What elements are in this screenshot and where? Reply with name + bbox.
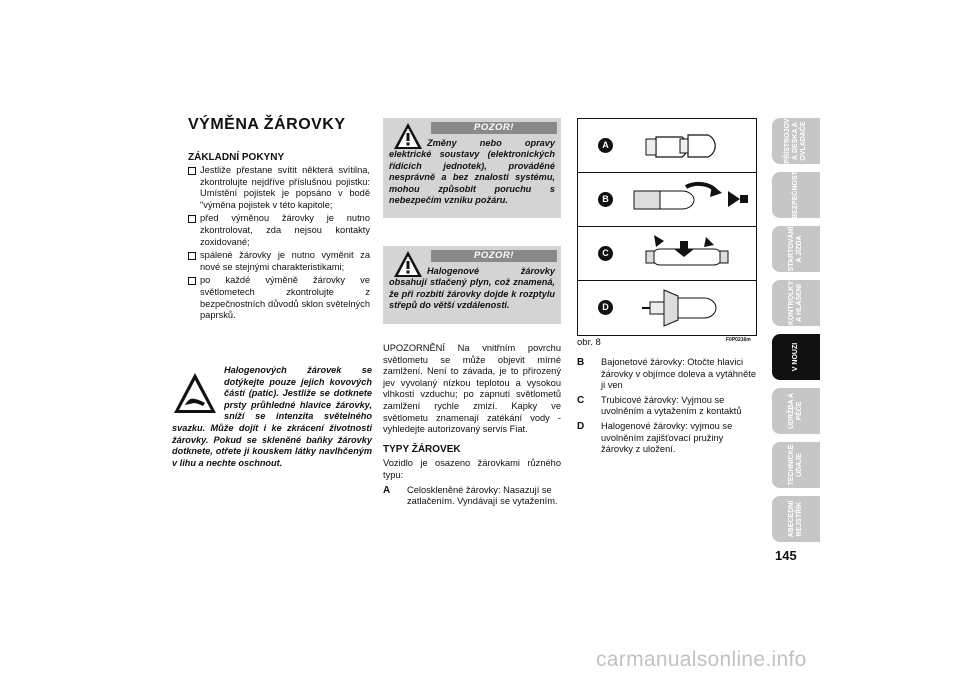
list-item [577,421,757,456]
watermark: carmanualsonline.info [596,648,807,671]
bulb-types-column [383,343,561,508]
types-intro: Vozidlo je osazeno žárovkami různého typu: [383,458,561,480]
item-text: Celoskleněné žárovky: Nasazují se zatlačením. Vyndávají se vytažením. [407,484,558,507]
figure-label: D [598,300,613,315]
figure-label: A [598,138,613,153]
figure-panel-a [578,119,756,173]
halogen-bulb-drawing [640,284,740,332]
tab-label: V NOUZI [792,342,799,372]
condensation-note: UPOZORNĚNÍ Na vnitřním povrchu světlometu se může objevit mírné zamlžení. Není to závada, je to přirozený jev vyvolaný nízkou teplotou a vysokou vlhkostí vzduchu; po zapnutí světlometů zamlžení rychle zmizí. Kapky ve světlometu znamenají zatékání vody - vyhledejte autorizovaný servis Fiat. [383,343,561,435]
item-key: A [383,484,391,496]
tab-startovani[interactable] [772,226,820,272]
tab-label: KONTROLKY A HLÁŠENÍ [788,280,803,326]
tab-technicke-udaje[interactable] [772,442,820,488]
warning-box-halogen [383,246,561,324]
figure-panel-c [578,227,756,281]
list-item [383,485,561,508]
warning-box-electrical [383,118,561,218]
tab-v-nouzi[interactable] [772,334,820,380]
basic-rules-list [188,165,370,324]
tab-label: ABECEDNÍ REJSTŘÍK [788,500,803,538]
figure-label: C [598,246,613,261]
item-key: C [577,394,585,406]
tab-pristrojova-deska[interactable] [772,118,820,164]
tab-label: ÚDRŽBA A PÉČE [788,392,803,430]
page-title: VÝMĚNA ŽÁROVKY [188,116,346,133]
note-text: Halogenových žárovek se dotýkejte pouze jejich kovových částí (patic). Jestliže se dotknete prsty průhledné hlavice žárovky, sníží se intenzita světelného svazku. Může dojít i ke zkrácení životnosti žárovky. Pokud se skleněné baňky žárovky dotknete, otřete ji kouskem látky navlhčeným v lihu a nechte oschnout. [172,365,372,468]
item-key: D [577,420,585,432]
warning-text: Změny nebo opravy elektrické soustavy (elektronických řídicích jednotek), prováděné nesprávně a bez znalosti systému, mohou způsobit poruchu s nebezpečím vzniku požáru. [389,138,555,206]
warning-text: Halogenové žárovky obsahují stlačený plyn, což znamená, že při rozbití žárovky dojde k rozptylu střepů do větší vzdálenosti. [389,266,555,311]
tab-label: BEZPEČNOST [792,171,799,219]
list-item: spálené žárovky je nutno vyměnit za nové se stejnými charakteristikami; [188,250,370,273]
warning-label: POZOR! [431,122,557,134]
hand-caution-icon [172,371,218,417]
item-text: Trubicové žárovky: Vyjmou se uvolněním a vytažením z kontaktů [601,394,742,417]
figure-code: F0P0216m [726,337,751,343]
tab-label: PŘÍSTROJOV Á DESKA A OVLADAČE [784,118,807,164]
tab-kontrolky[interactable] [772,280,820,326]
list-item [577,395,757,418]
item-text: Halogenové žárovky: vyjmou se uvolněním zajišťovací pružiny žárovky z uložení. [601,420,733,455]
types-heading: TYPY ŽÁROVEK [383,443,461,455]
bulb-figure [577,118,757,336]
tubular-bulb-drawing [644,231,734,277]
section-subtitle: ZÁKLADNÍ POKYNY [188,152,285,163]
bulb-types-continued [577,357,757,459]
list-item: před výměnou žárovky je nutno zkontrolovat, zda nejsou kontakty zoxidované; [188,213,370,248]
item-key: B [577,357,585,368]
figure-panel-d [578,281,756,334]
warning-label: POZOR! [431,250,557,262]
figure-caption: obr. 8 [577,337,601,348]
figure-label: B [598,192,613,207]
tab-rejstrik[interactable] [772,496,820,542]
tab-label: TECHNICKÉ ÚDAJE [788,444,803,486]
tab-label: STARTOVÁNÍ A JÍZDA [788,226,803,272]
list-item: po každé výměně žárovky ve světlometech zkontrolujte z bezpečnostních důvodů sklon světelných paprsků. [188,275,370,321]
figure-panel-b [578,173,756,227]
item-text: Bajonetové žárovky: Otočte hlavici žárovky v objímce doleva a vytáhněte ji ven [601,357,757,391]
halogen-touch-note [172,365,372,469]
list-item [577,357,757,392]
bayonet-bulb-drawing [628,177,752,223]
tab-bezpecnost[interactable] [772,172,820,218]
wedge-bulb-drawing [638,125,728,167]
list-item: Jestliže přestane svítit některá svítilna, zkontrolujte nejdříve příslušnou pojistku: Umístění pojistek je popsáno v bodě "výměna pojistek v této kapitole; [188,165,370,211]
tab-udrzba[interactable] [772,388,820,434]
page-number: 145 [775,548,797,563]
